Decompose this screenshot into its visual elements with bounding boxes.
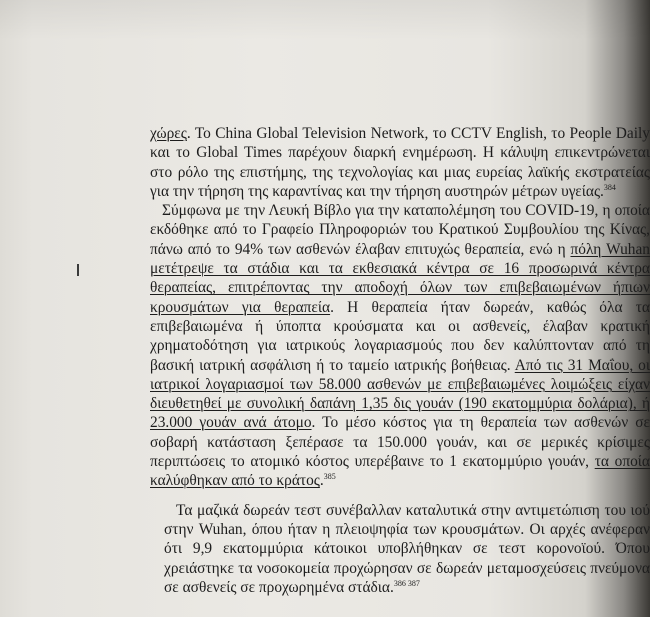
paragraph-text: . Το μέσο κόστος για τη θεραπεία των ασθενών σε σοβαρή κατάσταση ξεπέρασε τα 150.000 γουάν, και σε μερικές κρίσιμες περιπτώσεις το ατομικό κόστος υπερέβαινε το 1 εκατομμύριο γουάν, xyxy=(150,414,650,471)
paragraph-1 xyxy=(150,124,650,201)
paragraph-text: . Η θεραπεία ήταν δωρεάν, καθώς όλα τα επιβεβαιωμένα ή ύποπτα κρούσματα και οι ασθενείς, έλαβαν κρατική χρηματοδότηση για ιατρικούς λογαριασμούς που δεν καλύπτονταν από τη βασική ιατρική ασφάλιση ή το ταμείο ιατρικής βοήθειας. xyxy=(150,298,650,374)
paragraph-text: . xyxy=(319,472,324,490)
underlined-phrase: πόλη Wuhan μετέτρεψε τα στάδια και τα εκθεσιακά κέντρα σε 16 προσωρινά κέντρα θεραπείας, επιτρέποντας την αποδοχή όλων των επιβεβαιωμένων ήπιων κρουσμάτων για θεραπεία xyxy=(150,240,650,316)
margin-pencil-mark xyxy=(77,264,79,276)
footnote-ref: 385 xyxy=(323,472,336,482)
paragraph-text: . Το China Global Television Network, το CCTV English, το People Daily και το Global Times παρέχουν διαρκή ενημέρωση. Η κάλυψη επικεντρώνεται στο ρόλο της επιστήμης, της τεχνολογίας και μιας ευρείας λαϊκής εκστρατείας για την τήρηση της καραντίνας και την τήρηση αυστηρών μέτρων υγείας. xyxy=(150,125,650,200)
page-shadow xyxy=(0,0,650,40)
footnote-ref: 386 387 xyxy=(393,578,420,588)
underlined-phrase: χώρες xyxy=(150,125,187,142)
underlined-phrase: τα οποία καλύφθηκαν από το κράτος xyxy=(150,453,650,490)
paragraph-3 xyxy=(164,501,650,597)
body-text xyxy=(150,124,650,597)
underlined-phrase: Από τις 31 Μαΐου, οι ιατρικοί λογαριασμοί των 58.000 ασθενών με επιβεβαιωμένες λοιμώξεις είχαν διευθετηθεί με συνολική δαπάνη 1,35 δις γουάν (190 εκατομμύρια δολάρια), ή 23.000 γουάν ανά άτομο xyxy=(150,356,650,432)
paragraph-2 xyxy=(150,201,650,490)
footnote-ref: 384 xyxy=(603,182,616,192)
paragraph-text: Τα μαζικά δωρεάν τεστ συνέβαλλαν καταλυτικά στην αντιμετώπιση του ιού στην Wuhan, όπου ήταν η πλειοψηφία των κρουσμάτων. Οι αρχές ανέφεραν ότι 9,9 εκατομμύρια κάτοικοι υποβλήθηκαν σε τεστ κορονοϊού. Όπου χρειάστηκε τα νοσοκομεία προχώρησαν σε δωρεάν μεταμοσχεύσεις πνεύμονα σε ασθενείς σε προχωρημένα στάδια. xyxy=(164,501,650,596)
paragraph-text: Σύμφωνα με την Λευκή Βίβλο για την καταπολέμηση του COVID-19, η οποία εκδόθηκε από το Γραφείο Πληροφοριών του Κρατικού Συμβουλίου της Κίνας, πάνω από το 94% των ασθενών έλαβαν επιτυχώς θεραπεία, ενώ η xyxy=(150,202,650,258)
